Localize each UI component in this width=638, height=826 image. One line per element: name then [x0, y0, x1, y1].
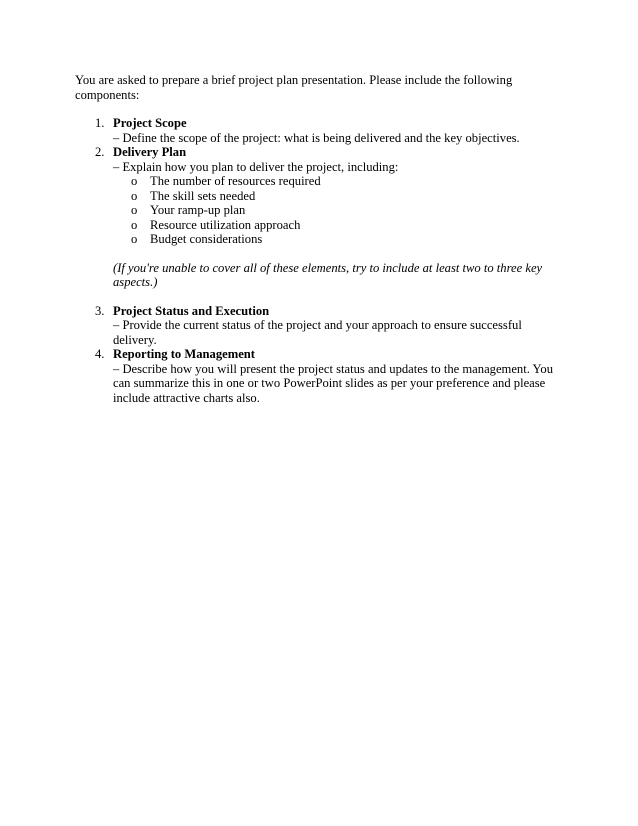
subitem — [113, 203, 565, 218]
list-item-project-status — [75, 304, 565, 348]
item-description: – Define the scope of the project: what is being delivered and the key objectives. — [113, 130, 520, 145]
document-page — [75, 73, 565, 405]
subitem — [113, 218, 565, 233]
italic-note: (If you're unable to cover all of these elements, try to include at least two to three key aspects.) — [113, 260, 543, 289]
item-title: Project Scope — [113, 116, 187, 130]
item-description: – Provide the current status of the project and your approach to ensure successful delivery. — [113, 318, 522, 347]
bullet-icon: o — [131, 203, 138, 217]
subitem — [113, 174, 565, 189]
item-number: 4. — [95, 347, 105, 361]
item-title: Reporting to Management — [113, 347, 256, 361]
item-number: 1. — [95, 116, 105, 130]
subitem — [113, 189, 565, 204]
item-number: 3. — [95, 303, 105, 318]
item-title: Project Status and Execution — [113, 303, 270, 318]
item-description: – Explain how you plan to deliver the project, including: — [113, 159, 399, 174]
list-item-delivery-plan — [75, 145, 565, 290]
bullet-icon: o — [131, 217, 138, 232]
bullet-icon: o — [131, 232, 138, 246]
intro-paragraph: You are asked to prepare a brief project plan presentation. Please include the following components: — [75, 73, 513, 102]
subitem-text: The number of resources required — [150, 174, 321, 188]
delivery-subitems-list — [113, 174, 565, 247]
subitem — [113, 232, 565, 247]
item-number: 2. — [95, 145, 105, 159]
subitem-text: Budget considerations — [150, 232, 263, 246]
components-list — [75, 116, 565, 405]
item-description: – Describe how you will present the project status and updates to the management. You can summarize this in one or two PowerPoint slides as per your preference and please include attractive charts also. — [113, 361, 553, 405]
bullet-icon: o — [131, 174, 138, 188]
item-title: Delivery Plan — [113, 145, 187, 159]
bullet-icon: o — [131, 188, 138, 203]
subitem-text: The skill sets needed — [150, 188, 256, 203]
list-item-project-scope — [75, 116, 565, 145]
subitem-text: Your ramp-up plan — [150, 203, 246, 217]
list-item-reporting — [75, 347, 565, 405]
subitem-text: Resource utilization approach — [150, 217, 301, 232]
